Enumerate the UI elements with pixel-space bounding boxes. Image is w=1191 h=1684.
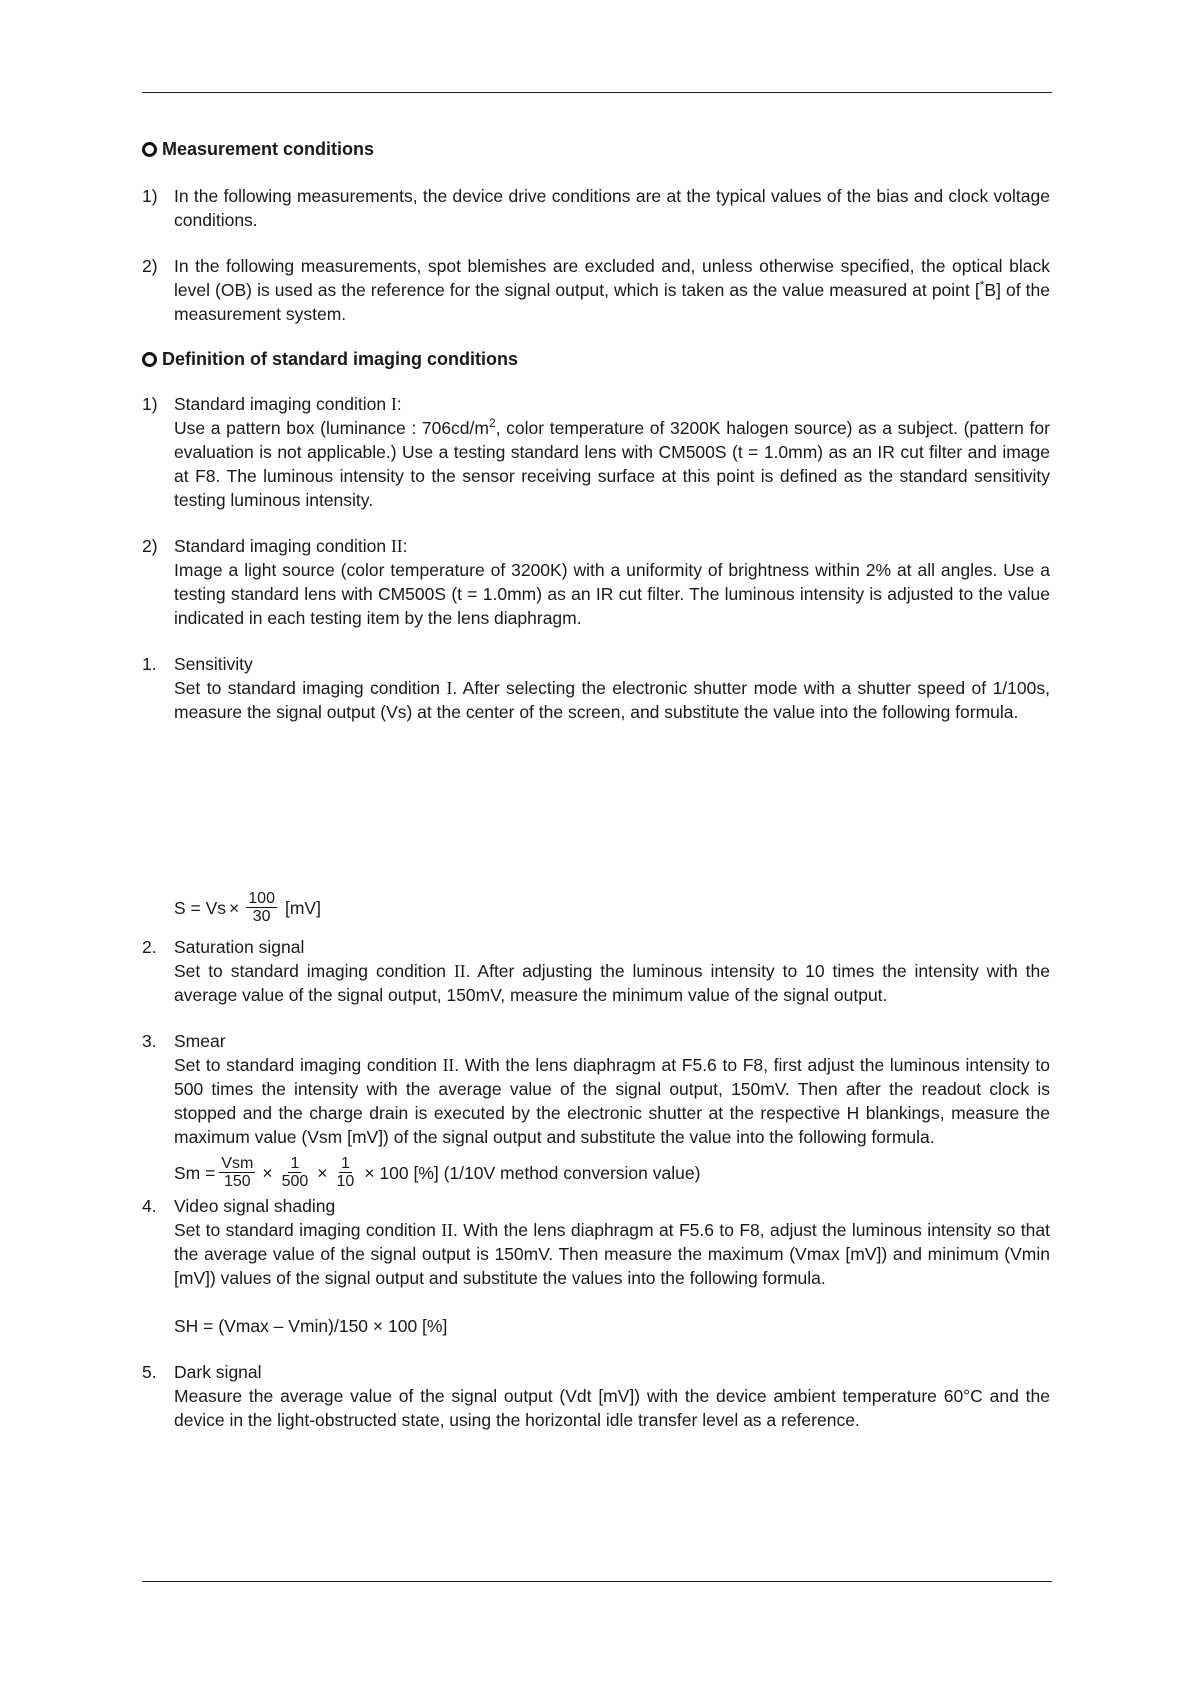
list-item: [142, 254, 1050, 326]
circle-bullet-icon: [142, 142, 157, 157]
item-number: 3.: [142, 1031, 157, 1051]
item-text: Set to standard imaging condition II. With the lens diaphragm at F5.6 to F8, adjust the luminous intensity so that the average value of the signal output is 150mV. Then measure the maximum (Vmax [mV]) and minimum (Vmin [mV]) values of the signal output and substitute the values into the following formula.: [174, 1220, 1050, 1288]
item-title: Saturation signal: [174, 937, 305, 957]
item-number: 5.: [142, 1362, 157, 1382]
test-dark-signal: [142, 1360, 1050, 1432]
page-content: [142, 138, 1050, 1432]
item-text: In the following measurements, spot blemishes are excluded and, unless otherwise specified, the optical black level (OB) is used as the reference for the signal output, which is taken as the value measured at point [*B] of the measurement system.: [174, 256, 1050, 324]
sensitivity-formula: S = Vs × $\frac{100}{30}$ [mV]: [174, 890, 321, 925]
section-heading-definition: Definition of standard imaging conditions: [142, 348, 1050, 370]
item-text: In the following measurements, the device drive conditions are at the typical values of the bias and clock voltage conditions.: [174, 186, 1050, 230]
item-number: 2.: [142, 937, 157, 957]
item-title: Smear: [174, 1031, 226, 1051]
item-number: 2): [142, 256, 158, 276]
item-text: Image a light source (color temperature of 3200K) with a uniformity of brightness within 2% at all angles. Use a testing standard lens with CM500S (t = 1.0mm) as an IR cut filter. The luminous intensity is adjusted to the value indicated in each testing item by the lens diaphragm.: [174, 560, 1050, 628]
test-smear: [142, 1029, 1050, 1190]
header-rule: [142, 92, 1052, 93]
item-number: 1): [142, 186, 158, 206]
item-title: Video signal shading: [174, 1196, 336, 1216]
item-title: Dark signal: [174, 1362, 262, 1382]
circle-bullet-icon: [142, 352, 157, 367]
list-item: [142, 392, 1050, 512]
test-sensitivity: [142, 652, 1050, 925]
item-text: Set to standard imaging condition I. After selecting the electronic shutter mode with a shutter speed of 1/100s, measure the signal output (Vs) at the center of the screen, and substitute the value into the following formula.: [174, 678, 1050, 722]
item-number: 1): [142, 394, 158, 414]
item-number: 2): [142, 536, 158, 556]
list-item: [142, 534, 1050, 630]
footer-rule: [142, 1581, 1052, 1582]
item-text: Set to standard imaging condition II. After adjusting the luminous intensity to 10 times the intensity with the average value of the signal output, 150mV, measure the minimum value of the signal output.: [174, 961, 1050, 1005]
test-saturation: [142, 935, 1050, 1007]
item-title: Standard imaging condition II:: [174, 536, 408, 556]
item-number: 1.: [142, 654, 157, 674]
list-item: [142, 184, 1050, 232]
shading-formula: SH = (Vmax – Vmin)/150 × 100 [%]: [174, 1316, 448, 1336]
item-title: Standard imaging condition I:: [174, 394, 402, 414]
item-text: Set to standard imaging condition II. With the lens diaphragm at F5.6 to F8, first adjust the luminous intensity to 500 times the intensity with the average value of the signal output, 150mV. Then after the readout clock is stopped and the charge drain is executed by the electronic shutter at the respective H blankings, measure the maximum value (Vsm [mV]) of the signal output and substitute the value into the following formula.: [174, 1055, 1050, 1147]
item-number: 4.: [142, 1196, 157, 1216]
smear-formula: Sm = $\frac{\text{Vsm}}{150}$ × $\frac{1}{500}$ × $\frac{1}{10}$ × 100 [%] (1/10V method conversion value): [174, 1155, 701, 1190]
item-title: Sensitivity: [174, 654, 253, 674]
item-text: Use a pattern box (luminance : $706cd/m^2$, color temperature of 3200K halogen source) as a subject. (pattern for evaluation is not applicable.) Use a testing standard lens with CM500S (t = 1.0mm) as an IR cut filter and image at F8. The luminous intensity to the sensor receiving surface at this point is defined as the standard sensitivity testing luminous intensity.: [174, 416, 1050, 510]
section-heading-measurement: Measurement conditions: [142, 138, 1050, 160]
test-shading: [142, 1194, 1050, 1338]
item-text: Measure the average value of the signal output (Vdt [mV]) with the device ambient temperature 60°C and the device in the light-obstructed state, using the horizontal idle transfer level as a reference.: [174, 1386, 1050, 1430]
star-mark: *: [979, 278, 985, 293]
